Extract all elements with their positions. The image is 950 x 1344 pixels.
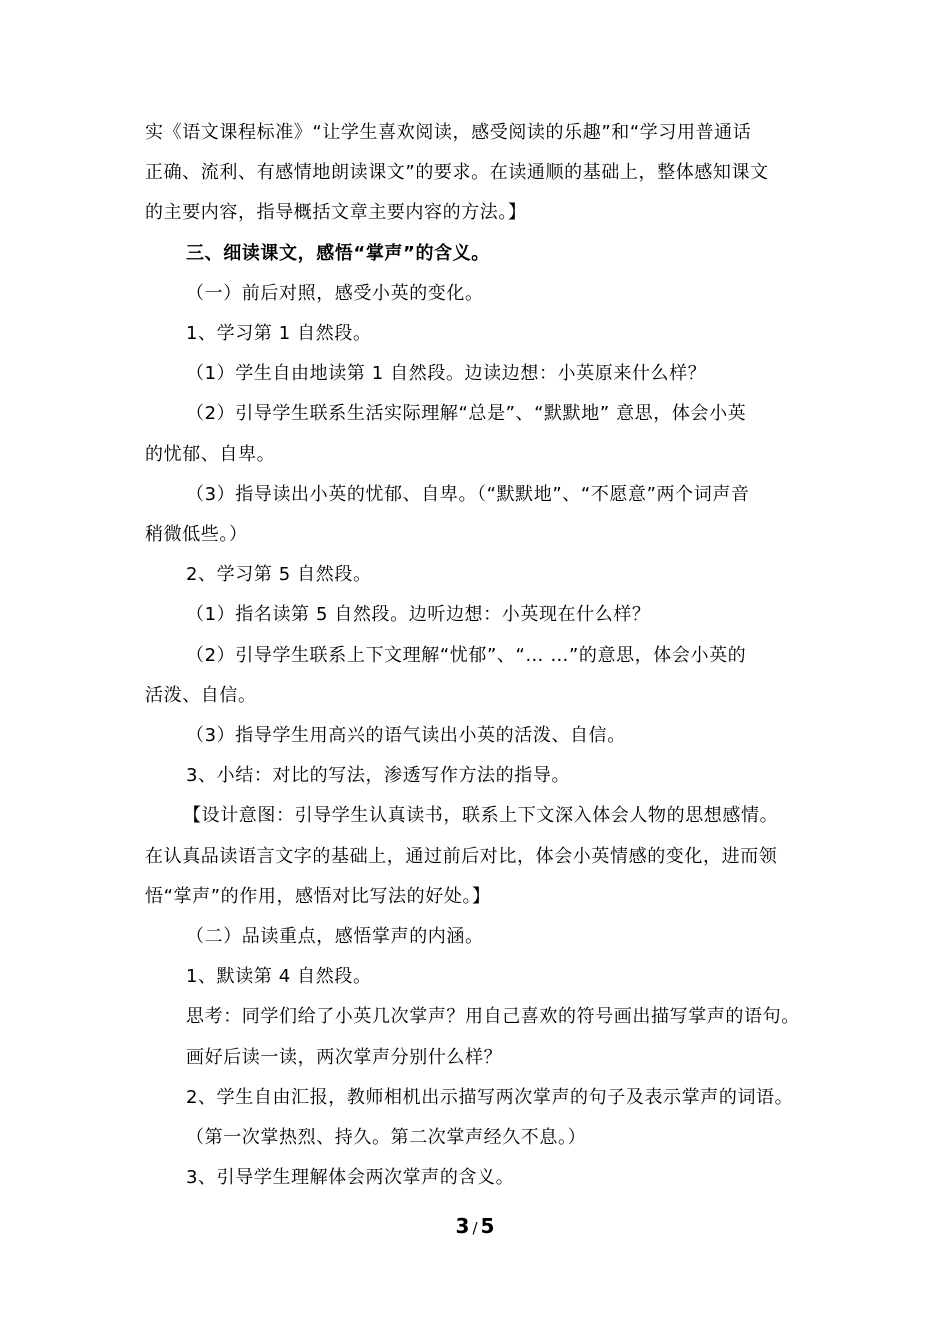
text-line: （3）指导学生用高兴的语气读出小英的活泼、自信。 bbox=[186, 725, 626, 746]
page-number bbox=[0, 1213, 950, 1241]
section-heading: 三、细读课文，感悟“掌声”的含义。 bbox=[186, 243, 490, 264]
text-line: 稍微低些。） bbox=[145, 524, 248, 545]
text-line: （2）引导学生联系生活实际理解“总是”、“默默地” 意思，体会小英 bbox=[186, 403, 747, 424]
design-intent-note: 【设计意图：引导学生认真读书，联系上下文深入体会人物的思想感情。 bbox=[183, 805, 779, 826]
text-line: 悟“掌声”的作用，感悟对比写法的好处。】 bbox=[145, 886, 491, 907]
subsection-heading: （一）前后对照，感受小英的变化。 bbox=[186, 283, 484, 304]
text-line: （2）引导学生联系上下文理解“忧郁”、“… …”的意思，体会小英的 bbox=[186, 645, 747, 666]
text-line: （第一次掌热烈、持久。第二次掌声经久不息。） bbox=[186, 1127, 587, 1148]
text-line: 3、引导学生理解体会两次掌声的含义。 bbox=[186, 1167, 515, 1188]
text-line: 2、学生自由汇报，教师相机出示描写两次掌声的句子及表示掌声的词语。 bbox=[186, 1087, 794, 1108]
text-line: 在认真品读语言文字的基础上，通过前后对比，体会小英情感的变化，进而领 bbox=[145, 846, 778, 867]
text-line: 活泼、自信。 bbox=[145, 685, 257, 706]
text-line: （1）指名读第 5 自然段。边听边想：小英现在什么样？ bbox=[186, 604, 651, 625]
text-line: 1、学习第 1 自然段。 bbox=[186, 323, 372, 344]
subsection-heading: （二）品读重点，感悟掌声的内涵。 bbox=[186, 926, 484, 947]
text-line: 实《语文课程标准》“让学生喜欢阅读，感受阅读的乐趣”和“学习用普通话 bbox=[145, 122, 752, 143]
text-line: 2、学习第 5 自然段。 bbox=[186, 564, 372, 585]
text-line: （3）指导读出小英的忧郁、自卑。（“默默地”、“不愿意”两个词声音 bbox=[186, 484, 750, 505]
total-pages-number: 5 bbox=[480, 1214, 495, 1238]
text-line: 1、默读第 4 自然段。 bbox=[186, 966, 372, 987]
text-line: 思考：同学们给了小英几次掌声？用自己喜欢的符号画出描写掌声的语句。 bbox=[186, 1006, 800, 1027]
text-line: 画好后读一读，两次掌声分别什么样？ bbox=[186, 1047, 503, 1068]
text-line: 3、小结：对比的写法，渗透写作方法的指导。 bbox=[186, 765, 571, 786]
text-line: 的忧郁、自卑。 bbox=[145, 444, 276, 465]
text-line: （1）学生自由地读第 1 自然段。边读边想：小英原来什么样？ bbox=[186, 363, 707, 384]
text-line: 的主要内容，指导概括文章主要内容的方法。】 bbox=[145, 202, 527, 223]
current-page-number: 3 bbox=[455, 1214, 470, 1238]
page-separator: / bbox=[472, 1219, 478, 1237]
text-line: 正确、流利、有感情地朗读课文”的要求。在读通顺的基础上，整体感知课文 bbox=[145, 162, 769, 183]
